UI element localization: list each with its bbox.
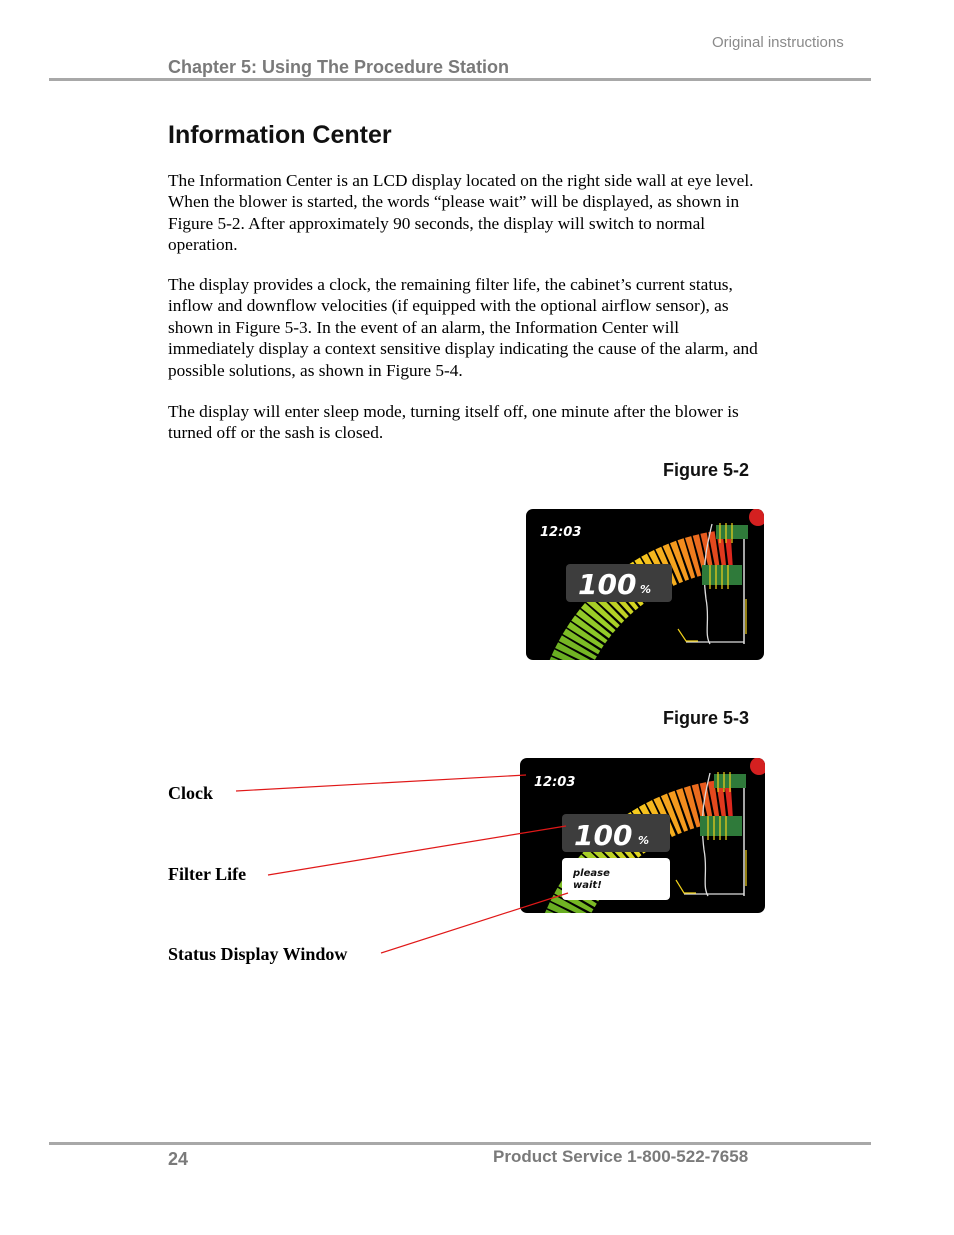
filter-life-callout-line bbox=[268, 826, 566, 875]
status-window-callout-line bbox=[381, 893, 568, 953]
callout-status-window-label: Status Display Window bbox=[168, 944, 348, 964]
callout-filter-life-label: Filter Life bbox=[168, 864, 247, 884]
chapter-title: Chapter 5: Using The Procedure Station bbox=[168, 57, 510, 77]
footer-rule bbox=[49, 1142, 871, 1145]
callout-clock-label: Clock bbox=[168, 783, 213, 803]
clock-readout: 12:03 bbox=[534, 775, 576, 790]
clock-callout-line bbox=[236, 775, 526, 791]
product-service-line: Product Service 1-800-522-7658 bbox=[493, 1147, 749, 1166]
section-heading: Information Center bbox=[168, 121, 392, 149]
filter-life-percent: % bbox=[640, 583, 652, 596]
status-text-line-1: please bbox=[573, 868, 610, 879]
filter-life-value: 100 bbox=[578, 568, 637, 601]
figure-5-2-caption: Figure 5-2 bbox=[663, 460, 750, 480]
paragraph-3: The display will enter sleep mode, turning itself off, one minute after the blower is turned off or the sash is closed. bbox=[168, 402, 739, 443]
status-text-line-2: wait! bbox=[573, 880, 602, 891]
figure-5-3-caption: Figure 5-3 bbox=[663, 708, 750, 728]
paragraph-2: The display provides a clock, the remaining filter life, the cabinet’s current status, inflow and downflow velocities (if equipped with the optional airflow sensor), as shown in Figure 5-3. In the event of an alarm, the Information Center will immediately display a context sensitive display indicating the cause of the alarm, and possible solutions, as shown in Figure 5-4. bbox=[168, 275, 758, 380]
original-instructions-note: Original instructions bbox=[712, 34, 844, 51]
filter-life-value: 100 bbox=[574, 819, 633, 852]
filter-life-percent: % bbox=[638, 834, 650, 847]
paragraph-1: The Information Center is an LCD display located on the right side wall at eye level. When the blower is started, the words “please wait” will be displayed, as shown in Figure 5-2. After approximately 90 seconds, the display will switch to normal operation. bbox=[168, 171, 754, 255]
clock-readout: 12:03 bbox=[540, 525, 582, 540]
page-number: 24 bbox=[168, 1149, 189, 1169]
